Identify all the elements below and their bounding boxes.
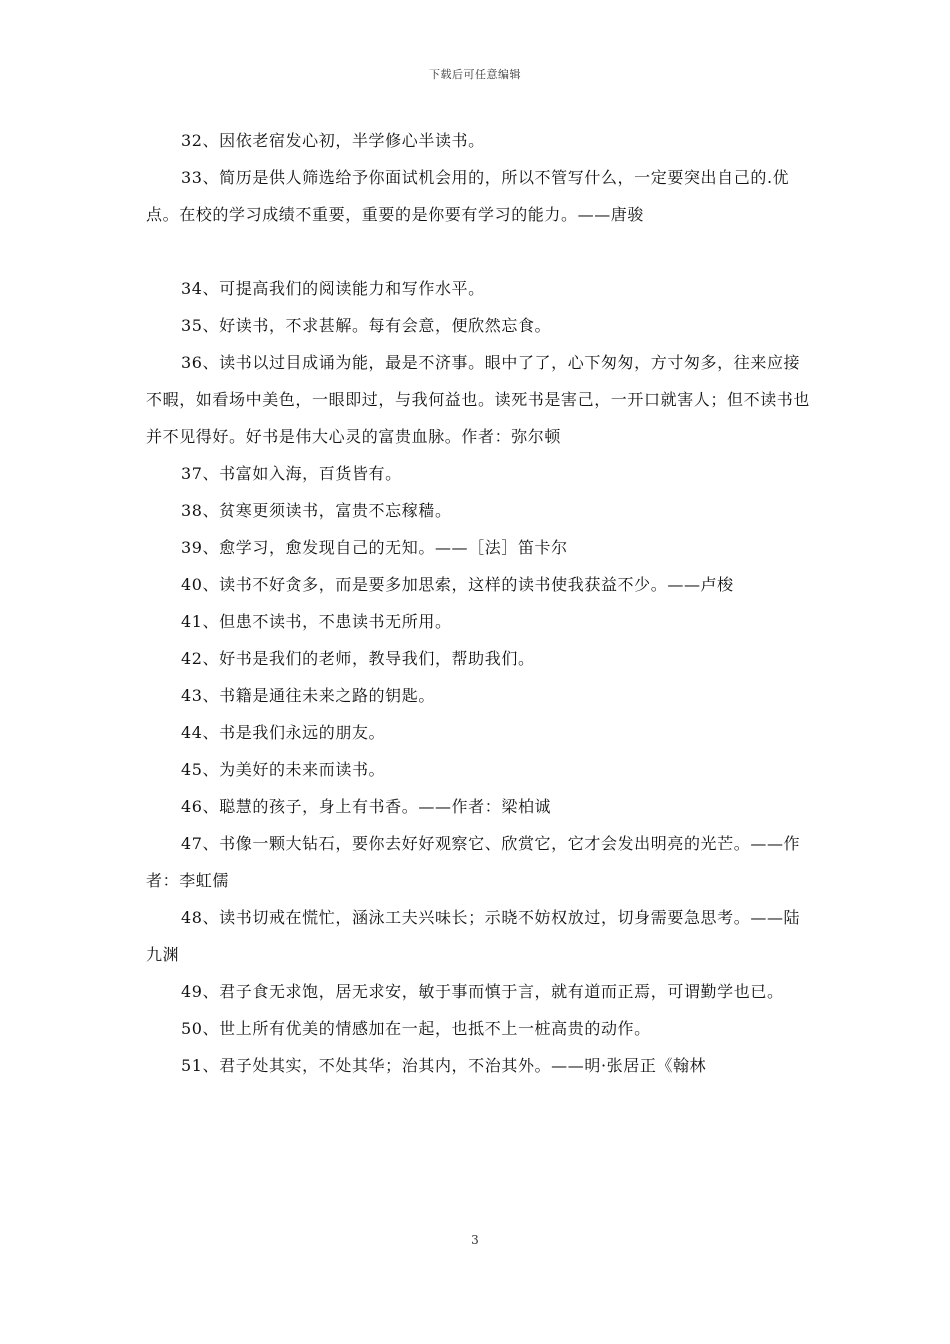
quote-paragraph: 41、但患不读书，不患读书无所用。 [181,612,452,631]
quote-paragraph: 37、书富如入海，百货皆有。 [181,464,402,483]
page-header: 下载后可任意编辑 [429,68,521,81]
quote-paragraph: 32、因依老宿发心初，半学修心半读书。 [181,131,485,150]
quote-paragraph: 39、愈学习，愈发现自己的无知。——［法］笛卡尔 [181,538,568,557]
quote-paragraph: 40、读书不好贪多，而是要多加思索，这样的读书使我获益不少。——卢梭 [181,575,734,594]
quote-paragraph: 43、书籍是通往未来之路的钥匙。 [181,686,435,705]
quote-paragraph: 42、好书是我们的老师，教导我们，帮助我们。 [181,649,535,668]
page-number: 3 [471,1233,479,1247]
quote-paragraph: 51、君子处其实，不处其华；治其内，不治其外。——明·张居正《翰林 [181,1056,707,1075]
quote-paragraph: 36、读书以过目成诵为能，最是不济事。眼中了了，心下匆匆，方寸匆多，往来应接不暇，如看场中美色，一眼即过，与我何益也。读死书是害己，一开口就害人；但不读书也并不见得好。好书是伟大心灵的富贵血脉。作者：弥尔顿 [146,353,811,446]
quote-paragraph: 44、书是我们永远的朋友。 [181,723,386,742]
quote-paragraph: 50、世上所有优美的情感加在一起，也抵不上一桩高贵的动作。 [181,1019,651,1038]
quote-paragraph: 38、贫寒更须读书，富贵不忘稼穑。 [181,501,452,520]
quote-paragraph: 49、君子食无求饱，居无求安，敏于事而慎于言，就有道而正焉，可谓勤学也已。 [181,982,784,1001]
quote-paragraph: 33、简历是供人筛选给予你面试机会用的，所以不管写什么，一定要突出自己的.优点。在校的学习成绩不重要，重要的是你要有学习的能力。——唐骏 [146,168,790,224]
quote-paragraph: 35、好读书，不求甚解。每有会意，便欣然忘食。 [181,316,552,335]
quote-paragraph: 46、聪慧的孩子，身上有书香。——作者：梁柏诚 [181,797,552,816]
document-body [146,122,810,1084]
quote-paragraph: 48、读书切戒在慌忙，涵泳工夫兴味长；示晓不妨权放过，切身需要急思考。——陆九渊 [146,908,801,964]
quote-paragraph: 45、为美好的未来而读书。 [181,760,386,779]
quote-paragraph: 47、书像一颗大钻石，要你去好好观察它、欣赏它，它才会发出明亮的光芒。——作者：李虹儒 [146,834,801,890]
quote-paragraph: 34、可提高我们的阅读能力和写作水平。 [181,279,485,298]
